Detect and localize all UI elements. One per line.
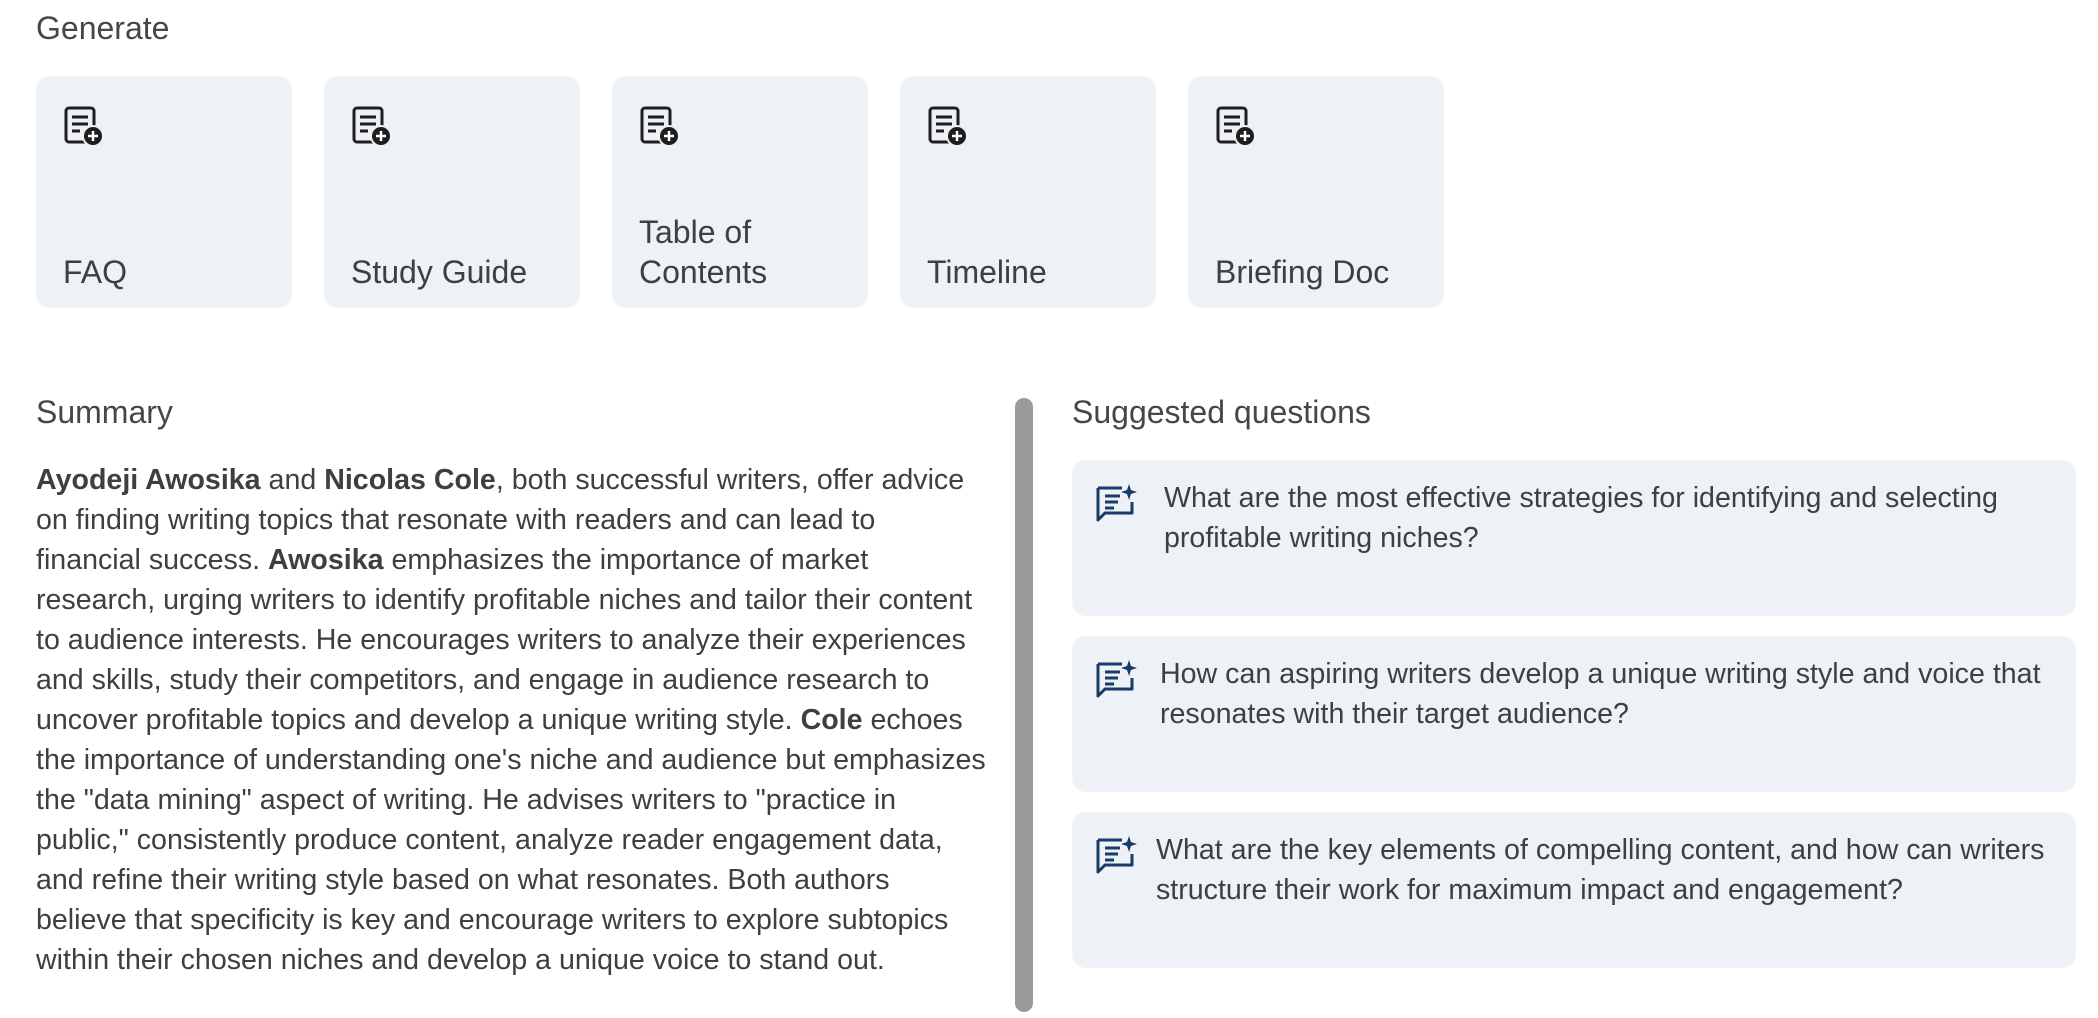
summary-author-name: Cole	[800, 704, 863, 736]
note-add-icon	[62, 104, 106, 148]
summary-author-name: Ayodeji Awosika	[36, 464, 261, 496]
summary-segment: and	[260, 464, 325, 496]
chat-spark-icon	[1094, 834, 1138, 878]
timeline-card[interactable]	[900, 76, 1156, 308]
suggested-question[interactable]	[1072, 460, 2076, 616]
summary-text	[36, 460, 986, 980]
chat-spark-icon	[1094, 482, 1138, 526]
note-add-icon	[638, 104, 682, 148]
briefing-doc-card[interactable]	[1188, 76, 1444, 308]
generate-cards	[36, 76, 1444, 308]
table-of-contents-card[interactable]	[612, 76, 868, 308]
suggested-questions-title: Suggested questions	[1072, 394, 1371, 430]
chat-spark-icon	[1094, 658, 1138, 702]
summary-author-name: Nicolas Cole	[324, 464, 496, 496]
question-text: What are the key elements of compelling content, and how can writers structure their work for maximum impact and engagement?	[1156, 834, 2045, 906]
summary-segment: , both successful writers, offer advice on finding writing topics that resonate with readers and can lead to financial success.	[36, 464, 965, 576]
scrollbar-thumb[interactable]	[1015, 398, 1033, 1012]
summary-segment: echoes the importance of understanding one's niche and audience but emphasizes the "data mining" aspect of writing. He advises writers to "practice in public," consistently produce content, analyze reader engagement data, and refine their writing style based on what resonates. Both authors believe that specificity is key and encourage writers to explore subtopics within their chosen niches and develop a unique voice to stand out.	[36, 704, 986, 976]
card-label: Timeline	[927, 254, 1047, 290]
suggested-question[interactable]	[1072, 636, 2076, 792]
card-label: FAQ	[63, 254, 128, 290]
faq-card[interactable]	[36, 76, 292, 308]
suggested-question[interactable]	[1072, 812, 2076, 968]
summary-author-name: Awosika	[268, 544, 384, 576]
generate-title: Generate	[36, 10, 170, 46]
note-add-icon	[1214, 104, 1258, 148]
summary-segment: emphasizes the importance of market research, urging writers to identify profitable niches and tailor their content to audience interests. He encourages writers to analyze their experiences and skills, study their competitors, and engage in audience research to uncover profitable topics and develop a unique writing style.	[36, 544, 973, 736]
note-add-icon	[350, 104, 394, 148]
card-label: Table of Contents	[639, 214, 768, 290]
card-label: Study Guide	[351, 254, 528, 290]
suggested-questions-list	[1072, 460, 2076, 968]
question-text: What are the most effective strategies for identifying and selecting profitable writing niches?	[1164, 482, 1998, 554]
note-add-icon	[926, 104, 970, 148]
question-text: How can aspiring writers develop a unique writing style and voice that resonates with their target audience?	[1160, 658, 2041, 730]
study-guide-card[interactable]	[324, 76, 580, 308]
card-label: Briefing Doc	[1215, 254, 1390, 290]
summary-title: Summary	[36, 394, 173, 430]
